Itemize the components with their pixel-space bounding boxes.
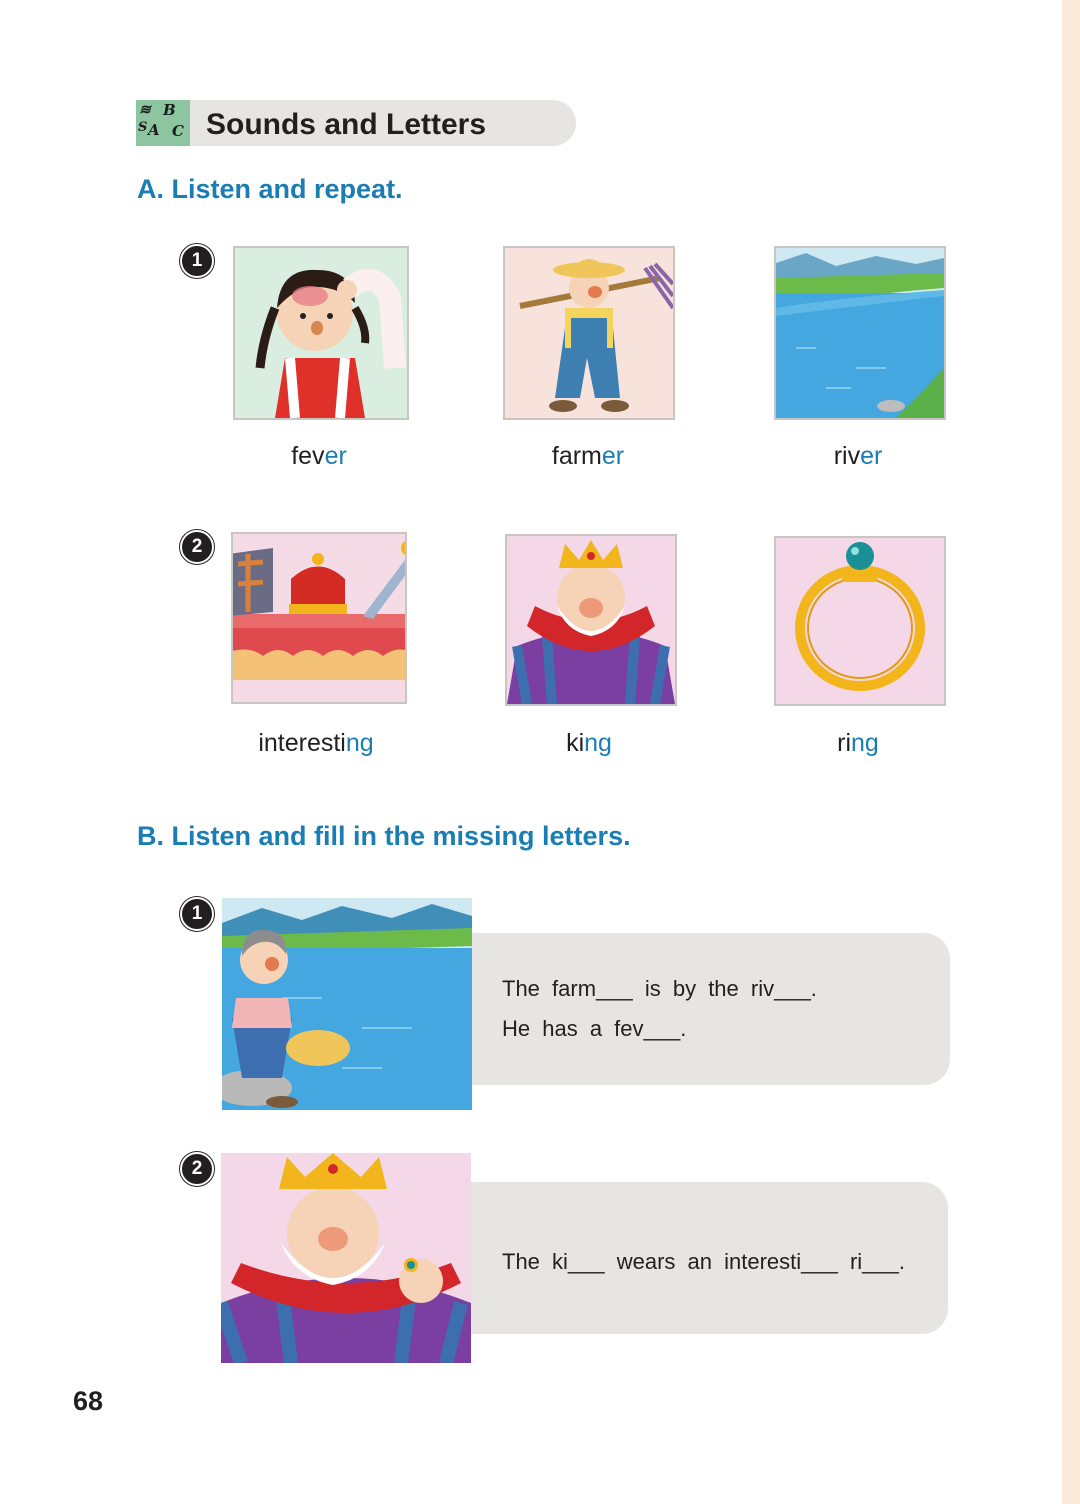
page-edge-strip bbox=[1062, 0, 1080, 1504]
letter-b: B bbox=[163, 101, 176, 119]
section-a-heading: A. Listen and repeat. bbox=[137, 174, 403, 204]
word-interesting: interesting bbox=[258, 729, 374, 757]
girl-with-fever-icon bbox=[233, 246, 409, 420]
ring-icon bbox=[774, 536, 946, 706]
word-river: river bbox=[833, 442, 883, 470]
farmer-by-river-icon bbox=[222, 898, 472, 1110]
row-2-number: 2 bbox=[180, 530, 214, 564]
letter-c: C bbox=[172, 122, 184, 140]
table-with-crown-shield-sword-icon bbox=[231, 532, 407, 704]
page-title: Sounds and Letters bbox=[206, 108, 487, 141]
word-fever: fever bbox=[291, 442, 347, 470]
sentence-1-line-1: The farm___ is by the riv___. bbox=[502, 976, 817, 1001]
letter-a: A bbox=[148, 121, 160, 139]
page-number: 68 bbox=[73, 1386, 104, 1416]
sentence-bubble-1 bbox=[470, 933, 950, 1085]
exercise-2-number: 2 bbox=[180, 1152, 214, 1186]
king-icon bbox=[505, 534, 677, 706]
word-ring: ring bbox=[837, 729, 879, 757]
row-1-number: 1 bbox=[180, 244, 214, 278]
sentence-1-line-2: He has a fev___. bbox=[502, 1016, 687, 1041]
section-title-banner bbox=[136, 100, 576, 146]
farmer-with-rake-icon bbox=[503, 246, 675, 420]
word-king: king bbox=[566, 729, 612, 757]
word-farmer: farmer bbox=[551, 442, 625, 470]
river-icon bbox=[774, 246, 946, 420]
section-b-heading: B. Listen and fill in the missing letters. bbox=[137, 821, 631, 851]
sentence-2-line-1: The ki___ wears an interesti___ ri___. bbox=[502, 1249, 905, 1274]
king-wearing-ring-icon bbox=[221, 1153, 471, 1363]
abc-letters-icon: ≋ B A C S bbox=[136, 100, 190, 146]
exercise-1-number: 1 bbox=[180, 897, 214, 931]
